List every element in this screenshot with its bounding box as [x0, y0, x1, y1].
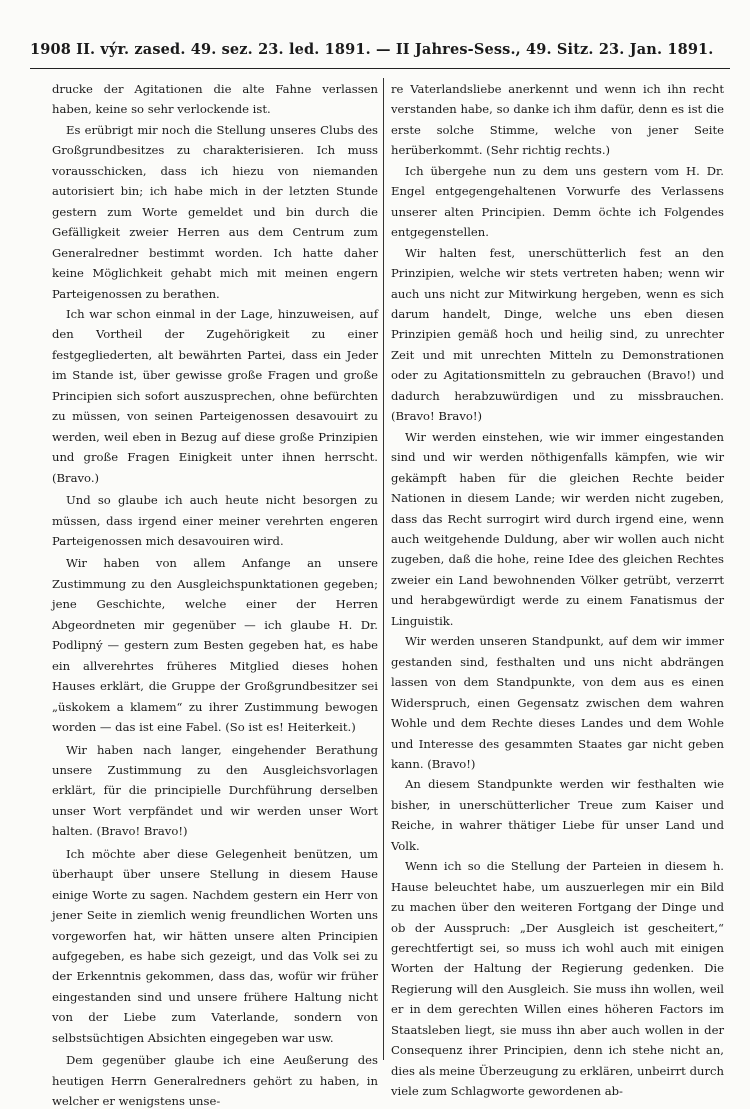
page-header: [30, 38, 730, 60]
column-divider: [383, 78, 384, 1060]
paragraph: Wir werden unseren Standpunkt, auf dem wir immer gestanden sind, festhalten und uns nicht abdrängen lassen von dem Standpunkte, von dem aus es einen Widerspruch, einen Gegensatz zwischen dem wahren Wohle und dem Rechte dieses Landes und dem Wohle und Interesse des gesammten Staates gar nicht geben kann. (Bravo!): [391, 634, 724, 771]
paragraph: Ich übergehe nun zu dem uns gestern vom H. Dr. Engel entgegengehaltenen Vorwurfe des Verlassens unserer alten Principien. Demm öchte ich Folgendes entgegenstellen.: [391, 163, 724, 240]
paragraph: re Vaterlandsliebe anerkennt und wenn ich ihn recht verstanden habe, so danke ich ihm dafür, denn es ist die erste solche Stimme, welche von jener Seite herüberkommt. (Sehr richtig rechts.): [391, 82, 724, 158]
right-column: [391, 79, 724, 1102]
paragraph: Wir haben von allem Anfange an unsere Zustimmung zu den Ausgleichspunktationen gegeben; jene Geschichte, welche einer der Herren Abgeordneten mir gegenüber — ich glaube H. Dr. Podlipný — gestern zum Besten gegeben hat, es habe ein allverehrtes früheres Mitglied dieses hohen Hauses erklärt, die Gruppe der Großgrundbesitzer sei „üskokem a klamem“ zu ihrer Zustimmung bewogen worden — das ist eine Fabel. (So ist es! Heiterkeit.): [52, 556, 378, 735]
paragraph: Ich möchte aber diese Gelegenheit benützen, um überhaupt über unsere Stellung in diesem Hause einige Worte zu sagen. Nachdem gestern ein Herr von jener Seite in ziemlich wenig freundlichen Worten uns vorgeworfen hat, wir hätten unsere alten Principien aufgegeben, es habe sich gezeigt, und das Volk sei zu der Erkenntnis gekommen, dass das, wofür wir früher eingestanden sind und unsere frühere Haltung nicht von der Liebe zum Vaterlande, sondern von selbstsüchtigen Absichten eingegeben war usw.: [52, 846, 378, 1045]
paragraph: Wir haben nach langer, eingehender Berathung unsere Zustimmung zu den Ausgleichsvorlagen erklärt, für die principielle Durchführung derselben unser Wort verpfändet und wir werden unser Wort halten. (Bravo! Bravo!): [52, 742, 378, 839]
left-column: [52, 79, 378, 1112]
paragraph: Und so glaube ich auch heute nicht besorgen zu müssen, dass irgend einer meiner verehrten engeren Parteigenossen mich desavouiren wird.: [52, 493, 378, 548]
paragraph: Wir halten fest, unerschütterlich fest an den Prinzipien, welche wir stets vertreten haben; wenn wir auch uns nicht zur Mitwirkung hergeben, wenn es sich darum handelt, Dinge, welche uns eben diesen Prinzipien gemäß hoch und heilig sind, zu unrechter Zeit und mit unrechten Mitteln zu Demonstrationen oder zu Agitationsmitteln zu gebrauchen (Bravo!) und dadurch herabzuwürdigen und zu missbrauchen. (Bravo! Bravo!): [391, 245, 724, 424]
paragraph: drucke der Agitationen die alte Fahne verlassen haben, keine so sehr verlockende ist.: [52, 82, 378, 117]
paragraph: Es erübrigt mir noch die Stellung unseres Clubs des Großgrundbesitzes zu charakterisieren. Ich muss vorausschicken, dass ich hiezu von niemanden autorisiert bin; ich habe mich in der letzten Stunde gestern zum Worte gemeldet und bin durch die Gefälligkeit zweier Herren aus dem Centrum zum Generalredner bestimmt worden. Ich hatte daher keine Möglichkeit gehabt mich mit meinen engern Parteigenossen zu berathen.: [52, 122, 378, 301]
header-text: 1908 II. výr. zased. 49. sez. 23. led. 1891. — II Jahres-Sess., 49. Sitz. 23. Jan. 1891.: [30, 40, 714, 58]
paragraph: Dem gegenüber glaube ich eine Aeußerung des heutigen Herrn Generalredners gehört zu haben, in welcher er wenigstens unse-: [52, 1053, 378, 1109]
paragraph: Ich war schon einmal in der Lage, hinzuweisen, auf den Vortheil der Zugehörigkeit zu einer festgegliederten, alt bewährten Partei, dass ein Jeder im Stande ist, über gewisse große Fragen und große Principien sich sofort auszusprechen, ohne befürchten zu müssen, von seinen Parteigenossen desavouirt zu werden, weil eben in Bezug auf diese große Prinzipien und große Fragen Einigkeit unter ihnen herrscht. (Bravo.): [52, 306, 378, 485]
header-rule: [30, 68, 730, 69]
paragraph: An diesem Standpunkte werden wir festhalten wie bisher, in unerschütterlicher Treue zum Kaiser und Reiche, in wahrer thätiger Liebe für unser Land und Volk.: [391, 777, 724, 853]
paragraph: Wenn ich so die Stellung der Parteien in diesem h. Hause beleuchtet habe, um auszuerlegen mir ein Bild zu machen über den weiteren Fortgang der Dinge und ob der Ausspruch: „Der Ausgleich ist gescheitert,“ gerechtfertigt sei, so muss ich wohl auch mit einigen Worten der Haltung der Regierung gedenken. Die Regierung will den Ausgleich. Sie muss ihn wollen, weil er in dem gerechten Willen eines höheren Factors im Staatsleben liegt, sie muss ihn aber auch wollen in der Consequenz ihrer Principien, denn ich stehe nicht an, dies als meine Überzeugung zu erklären, unbeirrt durch viele zum Schlagworte gewordenen ab-: [391, 859, 724, 1099]
paragraph: Wir werden einstehen, wie wir immer eingestanden sind und wir werden nöthigenfalls kämpfen, wie wir gekämpft haben für die gleichen Rechte beider Nationen in diesem Lande; wir werden nicht zugeben, dass das Recht surrogirt wird durch irgend eine, wenn auch weitgehende Duldung, aber wir wollen auch nicht zugeben, daß die hohe, reine Idee des gleichen Rechtes zweier ein Land bewohnenden Völker getrübt, verzerrt und herabgewürdigt werde zu einem Fanatismus der Linguistik.: [391, 429, 724, 628]
